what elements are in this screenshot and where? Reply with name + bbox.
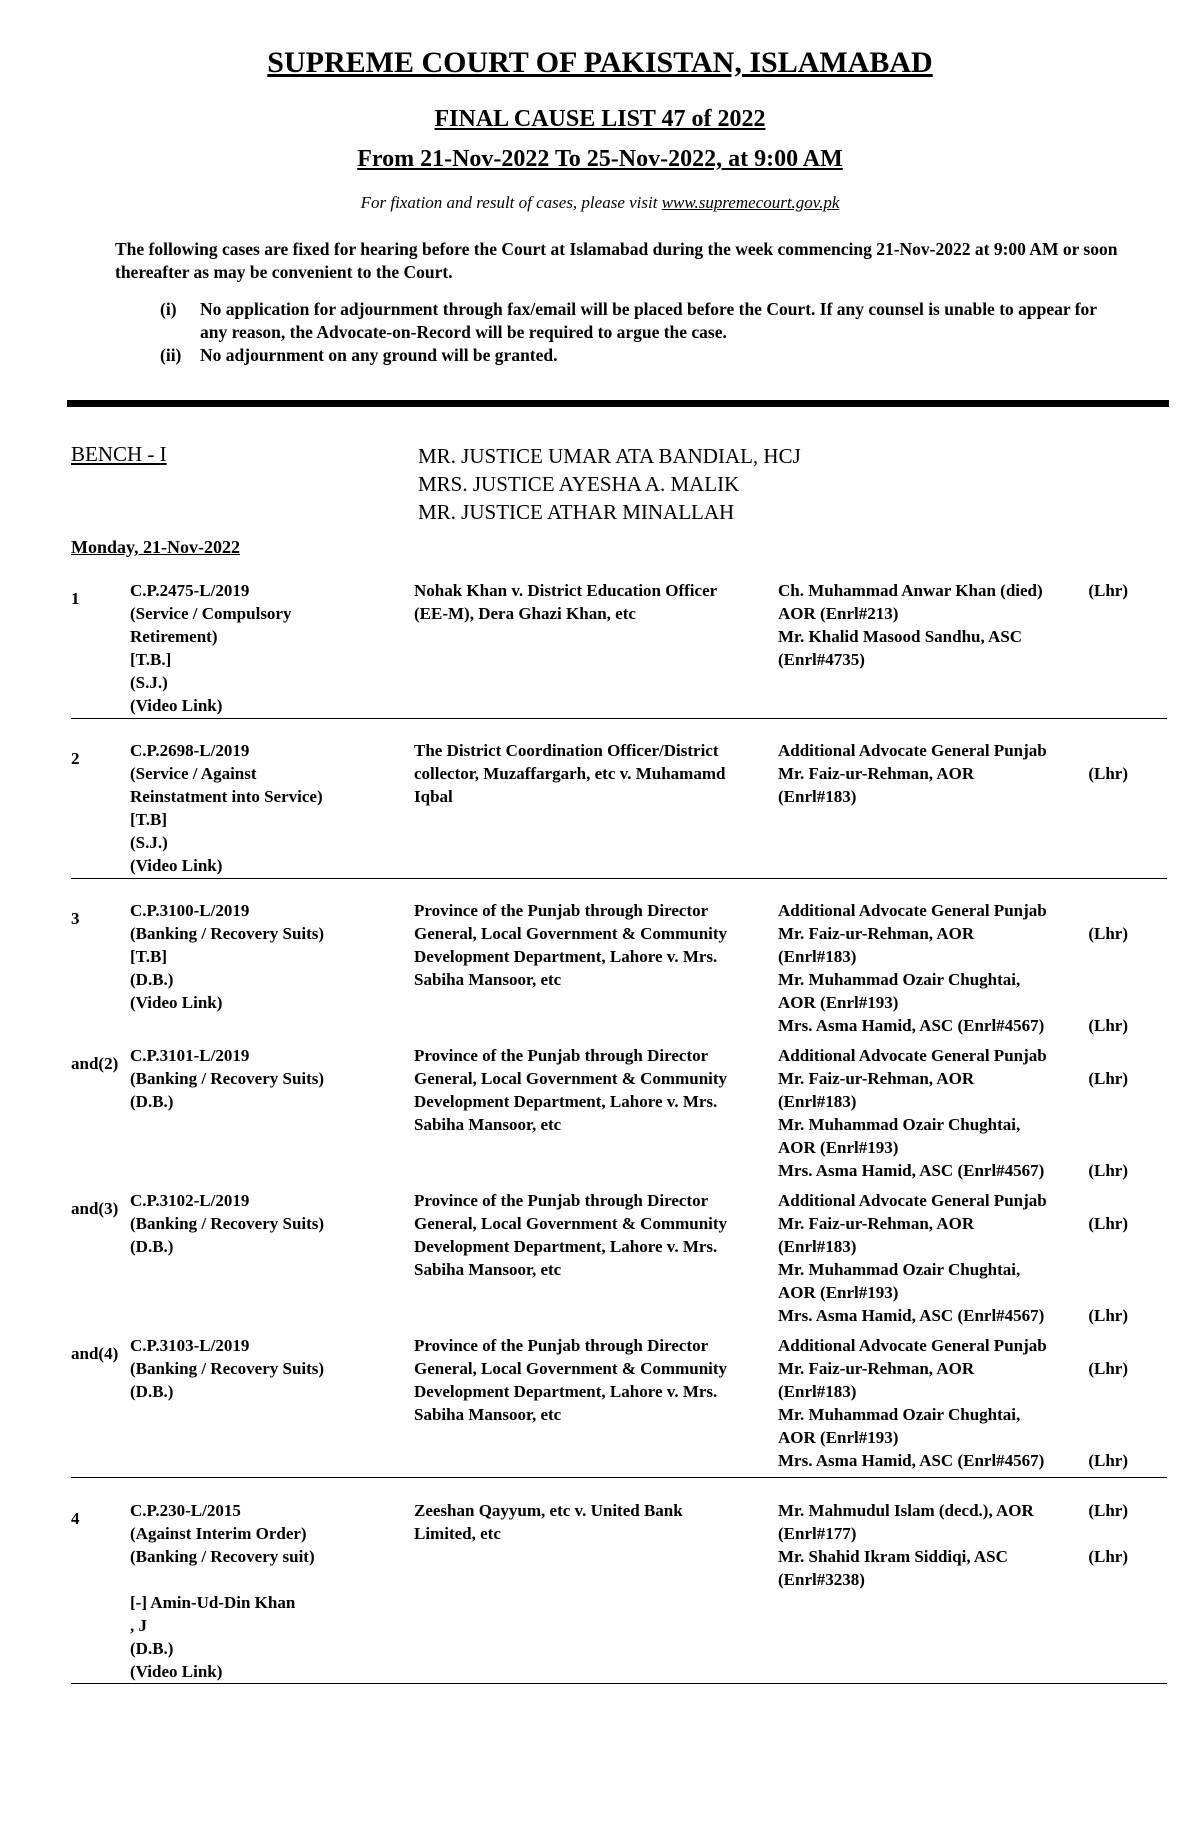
advocate-name: AOR (Enrl#193) <box>778 1283 899 1302</box>
advocate-line <box>778 1304 1128 1327</box>
cause-list-period: From 21-Nov-2022 To 25-Nov-2022, at 9:00 AM <box>357 146 843 172</box>
case-detail-line: (Video Link) <box>130 993 223 1012</box>
advocate-line <box>778 1136 1128 1159</box>
rule-text: No adjournment on any ground will be granted. <box>200 345 558 365</box>
row-separator <box>71 1477 1167 1478</box>
advocate-line <box>778 899 1128 922</box>
section-divider <box>67 400 1169 407</box>
case-detail-line: (Service / Compulsory <box>130 604 292 623</box>
case-detail-line: C.P.2475-L/2019 <box>130 581 250 600</box>
judge-name: MRS. JUSTICE AYESHA A. MALIK <box>418 472 740 496</box>
parties-line: Development Department, Lahore v. Mrs. <box>414 1237 718 1256</box>
case-parties-cell <box>414 1499 776 1545</box>
parties-line: Iqbal <box>414 787 453 806</box>
parties-line: Development Department, Lahore v. Mrs. <box>414 1382 718 1401</box>
case-detail-line: [T.B.] <box>130 650 172 669</box>
judge-name: MR. JUSTICE UMAR ATA BANDIAL, HCJ <box>418 444 801 468</box>
case-serial-number: 1 <box>71 589 80 608</box>
advocate-line <box>778 1014 1128 1037</box>
advocate-line <box>778 1281 1128 1304</box>
advocate-name: (Enrl#183) <box>778 1237 857 1256</box>
case-detail-line: (S.J.) <box>130 673 168 692</box>
advocate-line <box>778 1212 1128 1235</box>
case-detail-line: [T.B] <box>130 947 167 966</box>
advocate-line <box>778 648 1128 671</box>
advocate-name: Mrs. Asma Hamid, ASC (Enrl#4567) <box>778 1306 1045 1325</box>
advocate-name: Mr. Faiz-ur-Rehman, AOR <box>778 1214 975 1233</box>
advocate-line <box>778 922 1128 945</box>
case-detail-line: (D.B.) <box>130 1382 174 1401</box>
advocate-name: Mr. Faiz-ur-Rehman, AOR <box>778 764 975 783</box>
rule-item <box>160 298 1125 344</box>
case-detail-line: C.P.230-L/2015 <box>130 1501 241 1520</box>
parties-line: Sabiha Mansoor, etc <box>414 1405 562 1424</box>
case-detail-line: (Against Interim Order) <box>130 1524 307 1543</box>
advocate-station: (Lhr) <box>1088 1306 1128 1325</box>
case-detail-line: (Banking / Recovery Suits) <box>130 924 325 943</box>
case-detail-line: C.P.2698-L/2019 <box>130 741 250 760</box>
advocates-cell <box>778 1189 1128 1327</box>
case-detail-line: Retirement) <box>130 627 218 646</box>
case-number-cell <box>130 1499 405 1683</box>
advocate-name: (Enrl#4735) <box>778 650 865 669</box>
advocate-line <box>778 1522 1128 1545</box>
advocate-name: Mr. Khalid Masood Sandhu, ASC <box>778 627 1023 646</box>
row-separator <box>71 878 1167 879</box>
advocates-cell <box>778 579 1128 671</box>
advocate-name: Mr. Faiz-ur-Rehman, AOR <box>778 924 975 943</box>
case-serial-number: 3 <box>71 909 80 928</box>
advocate-line <box>778 1568 1128 1591</box>
case-detail-line: (Banking / Recovery Suits) <box>130 1069 325 1088</box>
parties-line: Development Department, Lahore v. Mrs. <box>414 947 718 966</box>
rule-number: (ii) <box>160 345 182 365</box>
case-detail-line: (Video Link) <box>130 1662 223 1681</box>
advocate-name: AOR (Enrl#193) <box>778 1138 899 1157</box>
advocate-name: Mr. Muhammad Ozair Chughtai, <box>778 970 1021 989</box>
advocate-name: Mrs. Asma Hamid, ASC (Enrl#4567) <box>778 1451 1045 1470</box>
advocate-line <box>778 762 1128 785</box>
advocate-name: Additional Advocate General Punjab <box>778 741 1047 760</box>
advocate-station: (Lhr) <box>1088 924 1128 943</box>
case-number-cell <box>130 1334 405 1403</box>
case-serial-number: and(4) <box>71 1344 119 1363</box>
case-serial-number: and(3) <box>71 1199 119 1218</box>
case-detail-line <box>130 1568 405 1591</box>
advocate-line <box>778 785 1128 808</box>
advocates-cell <box>778 1334 1128 1472</box>
case-parties-cell <box>414 739 776 808</box>
advocate-line <box>778 739 1128 762</box>
case-parties-cell <box>414 899 776 991</box>
advocate-name: (Enrl#3238) <box>778 1570 865 1589</box>
advocate-name: (Enrl#183) <box>778 787 857 806</box>
advocate-name: Ch. Muhammad Anwar Khan (died) <box>778 581 1043 600</box>
advocate-name: Mr. Muhammad Ozair Chughtai, <box>778 1405 1021 1424</box>
advocate-line <box>778 1258 1128 1281</box>
advocate-line <box>778 1235 1128 1258</box>
cause-list-title: FINAL CAUSE LIST 47 of 2022 <box>434 106 766 132</box>
advocate-station: (Lhr) <box>1088 1161 1128 1180</box>
advocate-line <box>778 1067 1128 1090</box>
rule-item <box>160 344 1125 367</box>
advocates-cell <box>778 1044 1128 1182</box>
advocate-line <box>778 1189 1128 1212</box>
advocate-name: Mr. Mahmudul Islam (decd.), AOR <box>778 1501 1034 1520</box>
parties-line: Sabiha Mansoor, etc <box>414 1260 562 1279</box>
parties-line: The District Coordination Officer/District <box>414 741 719 760</box>
case-detail-line: (D.B.) <box>130 1639 174 1658</box>
parties-line: Province of the Punjab through Director <box>414 1191 709 1210</box>
advocate-name: (Enrl#177) <box>778 1524 857 1543</box>
advocate-line <box>778 1159 1128 1182</box>
parties-line: collector, Muzaffargarh, etc v. Muhamamd <box>414 764 726 783</box>
case-number-cell <box>130 1044 405 1113</box>
parties-line: General, Local Government & Community <box>414 924 728 943</box>
advocate-name: Additional Advocate General Punjab <box>778 901 1047 920</box>
advocate-line <box>778 1380 1128 1403</box>
case-parties-cell <box>414 1044 776 1136</box>
parties-line: Zeeshan Qayyum, etc v. United Bank <box>414 1501 683 1520</box>
case-detail-line: (Banking / Recovery suit) <box>130 1547 315 1566</box>
case-parties-cell <box>414 1189 776 1281</box>
advocate-name: (Enrl#183) <box>778 947 857 966</box>
advocate-name: AOR (Enrl#193) <box>778 993 899 1012</box>
case-detail-line: [-] Amin-Ud-Din Khan <box>130 1593 296 1612</box>
parties-line: Province of the Punjab through Director <box>414 1336 709 1355</box>
advocates-cell <box>778 1499 1128 1591</box>
website-link[interactable]: www.supremecourt.gov.pk <box>661 193 840 212</box>
hearing-day: Monday, 21-Nov-2022 <box>71 537 241 557</box>
case-detail-line: (D.B.) <box>130 1237 174 1256</box>
advocate-station: (Lhr) <box>1088 1547 1128 1566</box>
advocate-name: Additional Advocate General Punjab <box>778 1191 1047 1210</box>
case-serial-number: 4 <box>71 1509 80 1528</box>
advocate-name: AOR (Enrl#213) <box>778 604 899 623</box>
case-detail-line: (Banking / Recovery Suits) <box>130 1359 325 1378</box>
visit-note <box>0 193 1200 213</box>
advocate-line <box>778 1357 1128 1380</box>
advocate-line <box>778 1334 1128 1357</box>
advocate-name: AOR (Enrl#193) <box>778 1428 899 1447</box>
advocate-line <box>778 1403 1128 1426</box>
advocate-line <box>778 602 1128 625</box>
advocate-line <box>778 945 1128 968</box>
intro-paragraph: The following cases are fixed for hearing before the Court at Islamabad during the week commencing 21-Nov-2022 at 9:00 AM or soon thereafter as may be convenient to the Court. <box>115 239 1118 282</box>
advocate-name: Mr. Faiz-ur-Rehman, AOR <box>778 1359 975 1378</box>
parties-line: Province of the Punjab through Director <box>414 901 709 920</box>
parties-line: Nohak Khan v. District Education Officer <box>414 581 718 600</box>
case-detail-line: (Video Link) <box>130 696 223 715</box>
case-detail-line: C.P.3102-L/2019 <box>130 1191 250 1210</box>
case-detail-line: Reinstatment into Service) <box>130 787 323 806</box>
rules-list <box>160 298 1125 367</box>
advocate-line <box>778 1426 1128 1449</box>
advocate-name: Additional Advocate General Punjab <box>778 1046 1047 1065</box>
advocate-name: Mrs. Asma Hamid, ASC (Enrl#4567) <box>778 1161 1045 1180</box>
advocate-name: Additional Advocate General Punjab <box>778 1336 1047 1355</box>
parties-line: General, Local Government & Community <box>414 1069 728 1088</box>
parties-line: Limited, etc <box>414 1524 501 1543</box>
advocate-name: Mr. Muhammad Ozair Chughtai, <box>778 1260 1021 1279</box>
case-number-cell <box>130 899 405 1014</box>
parties-line: Sabiha Mansoor, etc <box>414 1115 562 1134</box>
advocate-line <box>778 1499 1128 1522</box>
case-parties-cell <box>414 579 776 625</box>
case-detail-line: (D.B.) <box>130 970 174 989</box>
advocates-cell <box>778 739 1128 808</box>
case-detail-line: C.P.3103-L/2019 <box>130 1336 250 1355</box>
case-detail-line: C.P.3100-L/2019 <box>130 901 250 920</box>
case-detail-line: C.P.3101-L/2019 <box>130 1046 250 1065</box>
judge-name: MR. JUSTICE ATHAR MINALLAH <box>418 500 735 524</box>
case-detail-line: (D.B.) <box>130 1092 174 1111</box>
court-title: SUPREME COURT OF PAKISTAN, ISLAMABAD <box>267 46 933 79</box>
rule-number: (i) <box>160 299 177 319</box>
advocate-line <box>778 1113 1128 1136</box>
advocate-line <box>778 579 1128 602</box>
advocate-station: (Lhr) <box>1088 1016 1128 1035</box>
advocate-name: (Enrl#183) <box>778 1092 857 1111</box>
advocate-line <box>778 1545 1128 1568</box>
case-detail-line: (Banking / Recovery Suits) <box>130 1214 325 1233</box>
parties-line: Development Department, Lahore v. Mrs. <box>414 1092 718 1111</box>
parties-line: General, Local Government & Community <box>414 1359 728 1378</box>
advocate-station: (Lhr) <box>1088 581 1128 600</box>
visit-text: For fixation and result of cases, please visit <box>360 193 658 212</box>
case-detail-line: (Video Link) <box>130 856 223 875</box>
advocate-name: Mr. Faiz-ur-Rehman, AOR <box>778 1069 975 1088</box>
advocate-name: Mr. Shahid Ikram Siddiqi, ASC <box>778 1547 1008 1566</box>
advocate-line <box>778 625 1128 648</box>
case-detail-line: (Service / Against <box>130 764 257 783</box>
advocate-name: (Enrl#183) <box>778 1382 857 1401</box>
case-number-cell <box>130 579 405 717</box>
case-parties-cell <box>414 1334 776 1426</box>
advocate-name: Mrs. Asma Hamid, ASC (Enrl#4567) <box>778 1016 1045 1035</box>
advocate-line <box>778 1044 1128 1067</box>
advocate-station: (Lhr) <box>1088 764 1128 783</box>
advocate-line <box>778 991 1128 1014</box>
parties-line: (EE-M), Dera Ghazi Khan, etc <box>414 604 636 623</box>
case-number-cell <box>130 1189 405 1258</box>
advocate-line <box>778 1090 1128 1113</box>
case-detail-line: (S.J.) <box>130 833 168 852</box>
bench-judges <box>418 442 801 526</box>
advocate-station: (Lhr) <box>1088 1214 1128 1233</box>
advocate-line <box>778 968 1128 991</box>
row-separator <box>71 718 1167 719</box>
advocate-station: (Lhr) <box>1088 1451 1128 1470</box>
case-number-cell <box>130 739 405 877</box>
advocate-name: Mr. Muhammad Ozair Chughtai, <box>778 1115 1021 1134</box>
advocates-cell <box>778 899 1128 1037</box>
advocate-station: (Lhr) <box>1088 1501 1128 1520</box>
case-detail-line: [T.B] <box>130 810 167 829</box>
advocate-station: (Lhr) <box>1088 1069 1128 1088</box>
row-separator <box>71 1683 1167 1684</box>
advocate-line <box>778 1449 1128 1472</box>
case-serial-number: and(2) <box>71 1054 119 1073</box>
rule-text: No application for adjournment through fax/email will be placed before the Court. If any counsel is unable to appear for any reason, the Advocate-on-Record will be required to argue the case. <box>200 299 1097 342</box>
bench-label: BENCH - I <box>71 442 167 466</box>
parties-line: Province of the Punjab through Director <box>414 1046 709 1065</box>
parties-line: Sabiha Mansoor, etc <box>414 970 562 989</box>
parties-line: General, Local Government & Community <box>414 1214 728 1233</box>
case-serial-number: 2 <box>71 749 80 768</box>
advocate-station: (Lhr) <box>1088 1359 1128 1378</box>
case-detail-line: , J <box>130 1616 147 1635</box>
